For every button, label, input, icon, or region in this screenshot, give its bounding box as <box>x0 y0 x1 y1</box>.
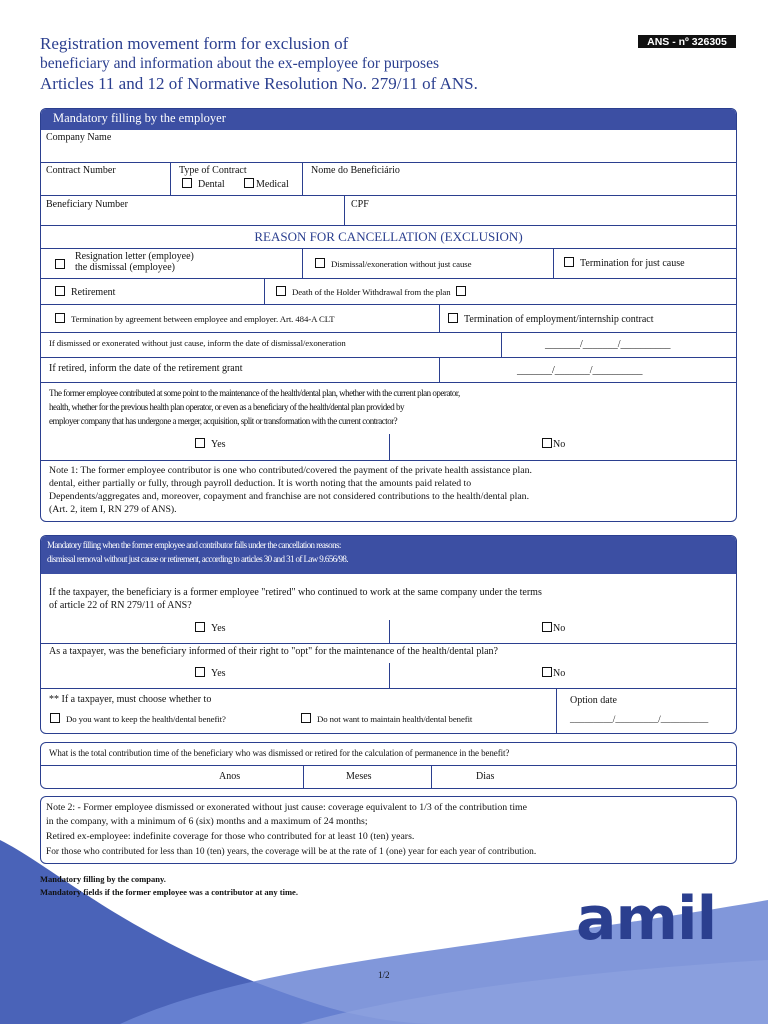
dismissal-date-cell[interactable] <box>501 333 736 357</box>
choice-row <box>41 688 736 734</box>
note-2-line-3: Retired ex-employee: indefinite coverage for those who contributed for at least 10 (ten) years. <box>46 831 415 842</box>
cpf-cell[interactable] <box>344 196 736 225</box>
keep-benefit-option[interactable]: Do you want to keep the health/dental benefit? <box>50 713 226 725</box>
months-label: Meses <box>346 771 372 782</box>
months-cell[interactable] <box>303 766 431 789</box>
years-label[interactable]: Anos <box>219 771 241 782</box>
contribution-time-section <box>40 742 737 789</box>
note-1-line-4: (Art. 2, item I, RN 279 of ANS). <box>49 504 177 515</box>
reason-row-2 <box>41 278 736 304</box>
opt-yes[interactable]: Yes <box>195 667 226 680</box>
reason-agreement[interactable]: Termination by agreement between employee and employer. Art. 484-A CLT <box>55 313 334 325</box>
contributor-section-header <box>41 536 736 574</box>
contributed-question-row <box>41 382 736 434</box>
contributed-question-line-2: health, whether for the previous health plan operator, or even as a beneficiary of the health/dental plan provided by <box>49 402 404 412</box>
retired-question-row <box>41 574 736 620</box>
dental-option[interactable]: Dental <box>182 178 225 191</box>
reason-row-3 <box>41 304 736 332</box>
option-date-field[interactable]: _________/_________/__________ <box>570 715 709 725</box>
note-1-line-1: Note 1: The former employee contributor is one who contributed/covered the payment of the private health assistance plan. <box>49 465 532 476</box>
page-number: 1/2 <box>378 970 390 980</box>
employer-section-header: Mandatory filling by the employer <box>41 109 736 130</box>
contributed-question-line-3: employer company that has undergone a merger, acquisition, split or transformation with the current contractor? <box>49 416 398 426</box>
days-label: Dias <box>476 771 495 782</box>
contributor-header-line-1: Mandatory filling when the former employee and contributor falls under the cancellation reasons: <box>47 540 341 550</box>
reason-resignation-label-2: the dismissal (employee) <box>75 262 175 273</box>
ans-registration-badge: ANS - nº 326305 <box>638 35 736 48</box>
option-date-cell[interactable] <box>556 689 736 734</box>
note-2-line-2: in the company, with a minimum of 6 (six) months and a maximum of 24 months; <box>46 816 368 827</box>
reason-death[interactable]: Death of the Holder Withdrawal from the plan <box>276 286 472 298</box>
reason-termination-contract[interactable]: Termination of employment/internship contract <box>448 313 654 326</box>
reason-resignation-checkbox[interactable] <box>55 259 71 272</box>
contribution-time-question: What is the total contribution time of the beneficiary who was dismissed or retired for the calculation of permanence in the benefit? <box>49 748 510 758</box>
company-name-row[interactable] <box>41 130 736 162</box>
form-title <box>40 34 600 94</box>
reason-title: REASON FOR CANCELLATION (EXCLUSION) <box>254 229 523 244</box>
cpf-label: CPF <box>351 199 369 210</box>
note-1-line-3: Dependents/aggregates and, moreover, copayment and franchise are not considered contributions to the health/dental plan. <box>49 491 530 502</box>
contributed-answer-row <box>41 434 736 460</box>
reason-death-cell <box>264 279 736 304</box>
retired-question-line-2: of article 22 of RN 279/11 of ANS? <box>49 600 192 611</box>
retired-date-label: If retired, inform the date of the retirement grant <box>49 363 243 374</box>
retired-date-field[interactable]: _______/_______/__________ <box>517 365 643 376</box>
retired-date-cell[interactable] <box>439 358 736 382</box>
company-name-label: Company Name <box>46 132 112 143</box>
dismissal-date-field[interactable]: _______/_______/__________ <box>545 339 671 350</box>
retired-no-cell <box>389 620 736 643</box>
contributed-no[interactable]: No <box>542 438 565 451</box>
note-2-line-1: Note 2: - Former employee dismissed or exonerated without just cause: coverage equivalent to 1/3 of the contribution time <box>46 802 528 813</box>
days-cell[interactable] <box>431 766 736 789</box>
reason-row-1 <box>41 248 736 278</box>
reason-withdrawal-checkbox[interactable] <box>456 286 466 296</box>
opt-question-row <box>41 643 736 663</box>
opt-no-cell <box>389 663 736 688</box>
reason-dismissal-without-cause[interactable]: Dismissal/exoneration without just cause <box>315 258 471 270</box>
retired-no[interactable]: No <box>542 622 565 635</box>
medical-checkbox[interactable] <box>244 178 254 188</box>
reason-retirement[interactable]: Retirement <box>55 286 115 299</box>
note-2 <box>40 796 737 864</box>
title-line-2: beneficiary and information about the ex-employee for purposes <box>40 55 439 72</box>
footer-notes <box>40 873 298 899</box>
not-keep-benefit-option[interactable]: Do not want to maintain health/dental benefit <box>301 713 472 725</box>
medical-option[interactable]: Medical <box>244 178 289 191</box>
contributor-header-line-2: dismissal removal without just cause or retirement, according to articles 30 and 31 of Law 9.656/98. <box>47 554 348 564</box>
title-line-1: Registration movement form for exclusion of <box>40 34 349 53</box>
retired-question-line-1: If the taxpayer, the beneficiary is a former employee "retired" who continued to work at the same company under the terms <box>49 587 542 598</box>
contributed-no-cell <box>389 434 736 460</box>
title-line-3: Articles 11 and 12 of Normative Resolution No. 279/11 of ANS. <box>40 74 478 93</box>
beneficiary-name-label: Nome do Beneficiário <box>311 165 400 176</box>
choice-label: ** If a taxpayer, must choose whether to <box>49 694 212 705</box>
dismissal-date-row <box>41 332 736 357</box>
footer-note-contributor: Mandatory fields if the former employee was a contributor at any time. <box>40 887 298 897</box>
opt-question: As a taxpayer, was the beneficiary informed of their right to "opt" for the maintenance of the health/dental plan? <box>49 646 498 657</box>
note-1 <box>41 460 736 520</box>
retired-yes[interactable]: Yes <box>195 622 226 635</box>
beneficiary-number-row <box>41 195 736 225</box>
contributor-section <box>40 535 737 734</box>
opt-no[interactable]: No <box>542 667 565 680</box>
beneficiary-name-cell[interactable] <box>302 163 736 195</box>
amil-logo: amil <box>576 884 717 954</box>
contribution-time-question-row <box>41 743 736 765</box>
retired-answer-row <box>41 620 736 643</box>
contributed-question-line-1: The former employee contributed at some point to the maintenance of the health/dental plan, whether with the current plan operator, <box>49 388 460 398</box>
contract-number-label: Contract Number <box>46 165 116 176</box>
reason-termination-just-cause[interactable]: Termination for just cause <box>564 257 685 270</box>
employer-section <box>40 108 737 522</box>
dismissal-date-label: If dismissed or exonerated without just cause, inform the date of dismissal/exoneration <box>49 338 346 348</box>
note-2-line-4: For those who contributed for less than 10 (ten) years, the coverage will be at the rate of 1 (one) year for each year of contribution. <box>46 847 537 857</box>
contract-type-label: Type of Contract <box>179 165 247 176</box>
dental-checkbox[interactable] <box>182 178 192 188</box>
contribution-time-fields <box>41 765 736 789</box>
reason-termination-contract-cell <box>439 305 736 332</box>
option-date-label: Option date <box>570 695 617 706</box>
reason-dismissal-cell <box>302 249 553 278</box>
contract-type-cell <box>170 163 302 195</box>
reason-just-cause-cell <box>553 249 736 278</box>
opt-answer-row <box>41 663 736 688</box>
beneficiary-number-label: Beneficiary Number <box>46 199 128 210</box>
footer-note-company: Mandatory filling by the company. <box>40 874 166 884</box>
contract-row <box>41 162 736 195</box>
contributed-yes[interactable]: Yes <box>195 438 226 451</box>
note-1-line-2: dental, either partially or fully, through payroll deduction. It is worth noting that the amounts paid related to <box>49 478 472 489</box>
reason-title-row <box>41 225 736 248</box>
retired-date-row <box>41 357 736 382</box>
reason-resignation-label-1: Resignation letter (employee) <box>75 251 194 262</box>
